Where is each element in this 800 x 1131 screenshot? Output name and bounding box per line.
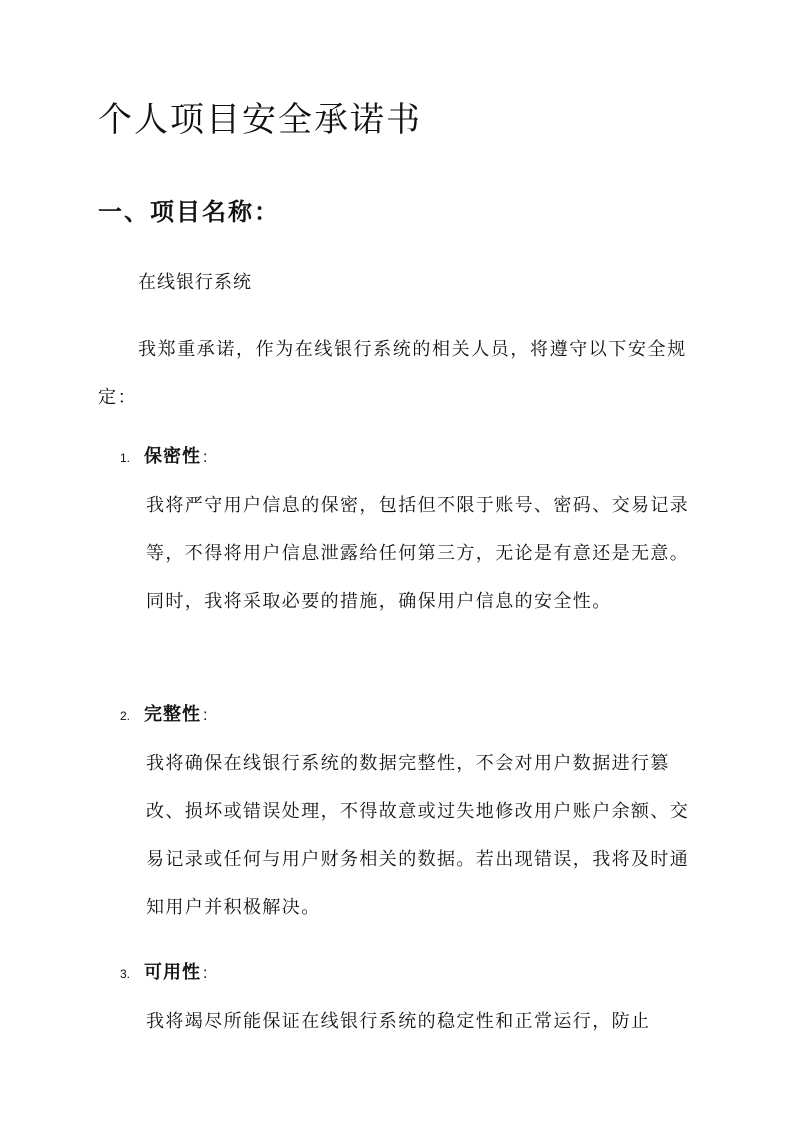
list-item-number: 1. (120, 451, 131, 465)
document-title: 个人项目安全承诺书 (98, 100, 422, 140)
intro-paragraph: 我郑重承诺，作为在线银行系统的相关人员，将遵守以下安全规定： (98, 339, 687, 408)
list-item-colon: : (203, 707, 208, 724)
list-item-body: 我将严守用户信息的保密，包括但不限于账号、密码、交易记录等，不得将用户信息泄露给任何第三方，无论是有意还是无意。同时，我将采取必要的措施，确保用户信息的安全性。 (146, 495, 690, 612)
list-item-label: 可用性 (144, 962, 201, 983)
list-item-colon: : (203, 965, 208, 982)
section-heading-project-name: 一、项目名称： (98, 197, 280, 226)
list-item-heading (120, 442, 207, 473)
list-item-label: 完整性 (144, 704, 201, 725)
list-item-heading (120, 700, 207, 731)
list-item-body: 我将确保在线银行系统的数据完整性，不会对用户数据进行篡改、损坏或错误处理，不得故意或过失地修改用户账户余额、交易记录或任何与用户财务相关的数据。若出现错误，我将及时通知用户并积极解决。 (146, 753, 690, 918)
list-item-heading (120, 958, 207, 989)
list-item-label: 保密性 (144, 446, 201, 467)
list-item-colon: : (203, 449, 208, 466)
project-name-value: 在线银行系统 (138, 272, 252, 293)
list-item-number: 3. (120, 967, 131, 981)
list-item-number: 2. (120, 709, 131, 723)
list-item-body: 我将竭尽所能保证在线银行系统的稳定性和正常运行，防止 (146, 1011, 651, 1032)
